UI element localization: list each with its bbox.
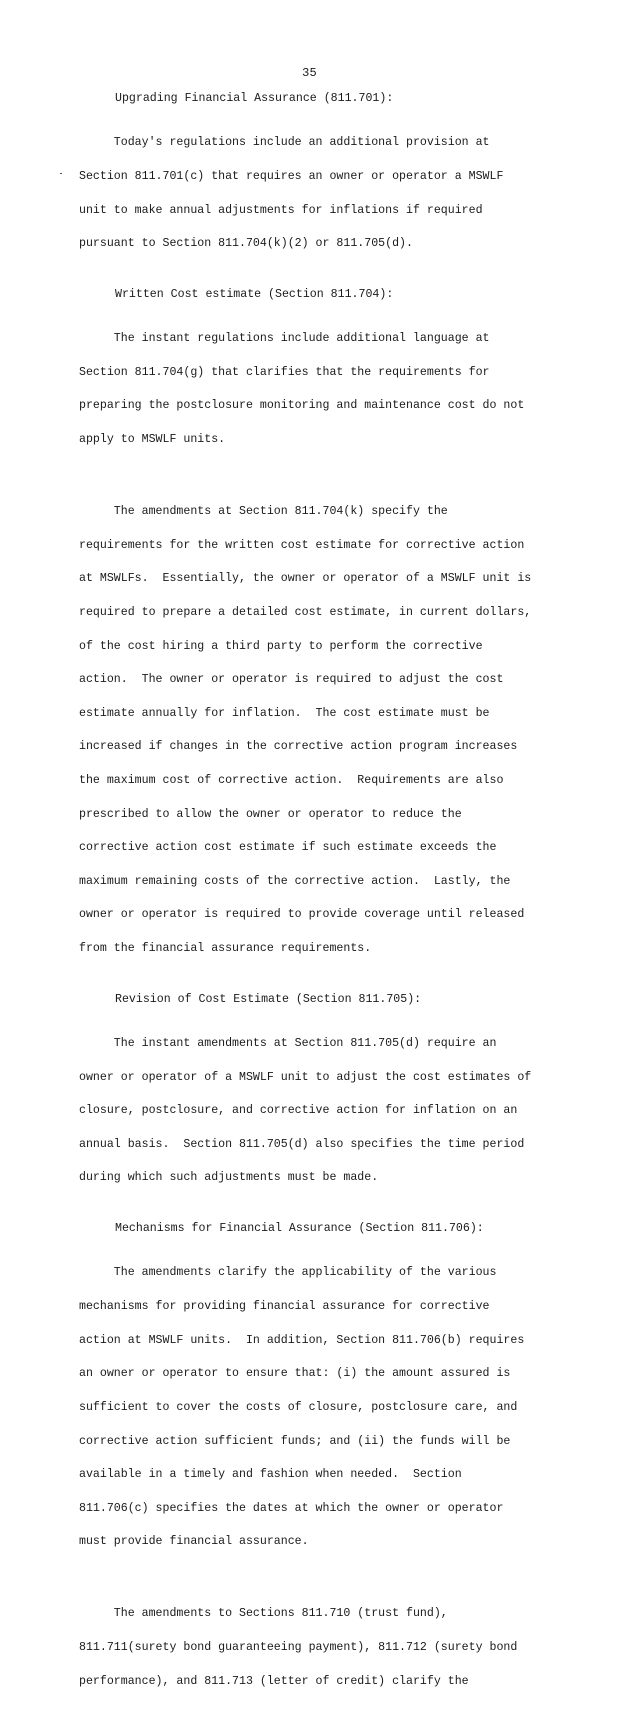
text-line: performance), and 811.713 (letter of credit) clarify the [79, 1674, 469, 1688]
text-line: 811.706(c) specifies the dates at which the owner or operator [79, 1501, 504, 1515]
text-line: Section 811.704(g) that clarifies that the requirements for [79, 365, 490, 379]
paragraph [79, 484, 549, 977]
section-heading-revision-of-cost-estimate: Revision of Cost Estimate (Section 811.705): [115, 992, 422, 1006]
text-line: apply to MSWLF units. [79, 433, 226, 447]
text-line: The instant amendments at Section 811.705(d) require an [79, 1037, 497, 1051]
section-heading-written-cost-estimate: Written Cost estimate (Section 811.704): [115, 287, 394, 301]
text-line: increased if changes in the corrective action program increases [79, 740, 518, 754]
paragraph [79, 115, 549, 272]
text-line: corrective action cost estimate if such estimate exceeds the [79, 841, 497, 855]
text-line: requirements for the written cost estimate for corrective action [79, 538, 525, 552]
text-line: during which such adjustments must be made. [79, 1171, 379, 1185]
section-heading-mechanisms-for-financial-assurance: Mechanisms for Financial Assurance (Section 811.706): [115, 1222, 484, 1236]
text-line: The amendments at Section 811.704(k) specify the [79, 505, 448, 519]
text-line: 811.711(surety bond guaranteeing payment), 811.712 (surety bond [79, 1640, 518, 1654]
paragraph [79, 311, 549, 468]
text-line: an owner or operator to ensure that: (i) the amount assured is [79, 1367, 511, 1381]
text-line: maximum remaining costs of the corrective action. Lastly, the [79, 874, 511, 888]
text-line: The amendments clarify the applicability of the various [79, 1266, 497, 1280]
text-line: corrective action sufficient funds; and (ii) the funds will be [79, 1434, 511, 1448]
text-line: required to prepare a detailed cost estimate, in current dollars, [79, 605, 532, 619]
text-line: owner or operator of a MSWLF unit to adjust the cost estimates of [79, 1070, 532, 1084]
text-line: estimate annually for inflation. The cost estimate must be [79, 706, 490, 720]
text-line: mechanisms for providing financial assurance for corrective [79, 1300, 490, 1314]
page-number: 35 [302, 66, 317, 80]
page-body [79, 92, 549, 1709]
text-line: The amendments to Sections 811.710 (trust fund), [79, 1607, 448, 1621]
text-line: Today's regulations include an additional provision at [79, 136, 490, 150]
text-line: annual basis. Section 811.705(d) also specifies the time period [79, 1137, 525, 1151]
text-line: prescribed to allow the owner or operator to reduce the [79, 807, 462, 821]
text-line: of the cost hiring a third party to perform the corrective [79, 639, 483, 653]
text-line: action at MSWLF units. In addition, Section 811.706(b) requires [79, 1333, 525, 1347]
text-line: preparing the postclosure monitoring and maintenance cost do not [79, 399, 525, 413]
paragraph [79, 1245, 549, 1570]
text-line: from the financial assurance requirements. [79, 942, 372, 956]
text-line: unit to make annual adjustments for inflations if required [79, 203, 483, 217]
text-line: available in a timely and fashion when needed. Section [79, 1468, 462, 1482]
text-line: the maximum cost of corrective action. Requirements are also [79, 773, 504, 787]
text-line: sufficient to cover the costs of closure, postclosure care, and [79, 1400, 518, 1414]
text-line: Section 811.701(c) that requires an owner or operator a MSWLF [79, 170, 504, 184]
text-line: owner or operator is required to provide coverage until released [79, 908, 525, 922]
section-heading-upgrading-financial-assurance: Upgrading Financial Assurance (811.701): [115, 92, 394, 105]
paragraph [79, 1016, 549, 1206]
text-line: must provide financial assurance. [79, 1535, 309, 1549]
paragraph [79, 1586, 549, 1709]
text-line: The instant regulations include additional language at [79, 332, 490, 346]
margin-mark [60, 173, 62, 174]
text-line: action. The owner or operator is required to adjust the cost [79, 673, 504, 687]
text-line: at MSWLFs. Essentially, the owner or operator of a MSWLF unit is [79, 572, 532, 586]
text-line: closure, postclosure, and corrective action for inflation on an [79, 1104, 518, 1118]
text-line: pursuant to Section 811.704(k)(2) or 811.705(d). [79, 237, 413, 251]
